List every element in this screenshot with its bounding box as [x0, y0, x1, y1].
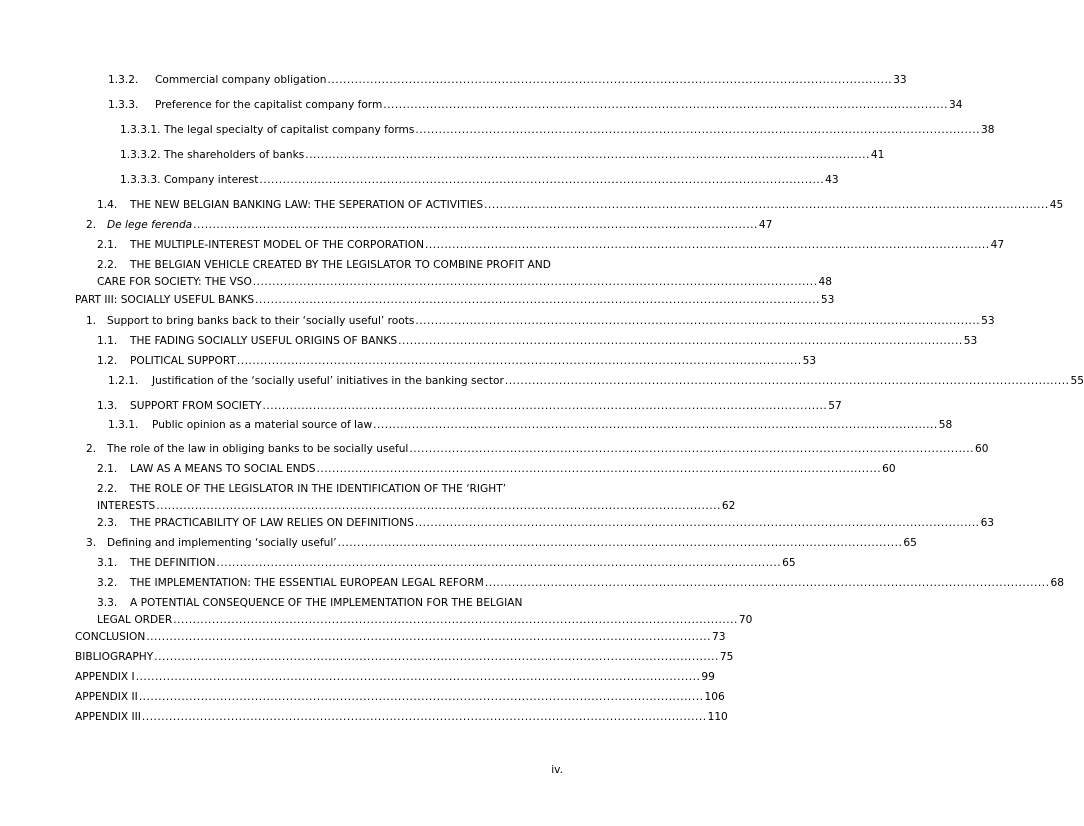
toc-leader: .................................................................................................................................................. — [262, 400, 828, 412]
toc-entry[interactable] — [108, 417, 953, 434]
toc-title: THE NEW BELGIAN BANKING LAW: THE SEPERATION OF ACTIVITIES — [130, 199, 484, 211]
toc-entry[interactable] — [97, 515, 995, 532]
toc-leader: .................................................................................................................................................. — [409, 443, 975, 455]
toc-number: 2.2. — [97, 259, 118, 271]
toc-title: CONCLUSION — [75, 631, 146, 643]
toc-title: APPENDIX III — [75, 711, 141, 723]
toc-entry[interactable] — [97, 481, 736, 515]
toc-page-number: 73 — [711, 631, 726, 643]
toc-leader: .................................................................................................................................................. — [135, 671, 701, 683]
toc-title: THE FADING SOCIALLY USEFUL ORIGINS OF BANKS — [130, 335, 398, 347]
toc-number: 3.3. — [97, 597, 118, 609]
toc-entry[interactable] — [75, 709, 728, 726]
toc-page-number: 60 — [882, 463, 896, 475]
toc-entry[interactable] — [75, 629, 726, 646]
toc-page-number: 53 — [981, 315, 995, 327]
toc-page-number: 65 — [782, 557, 796, 569]
toc-page-number: 60 — [975, 443, 989, 455]
toc-entry[interactable] — [86, 441, 989, 458]
toc-title: THE DEFINITION — [130, 557, 216, 569]
toc-title: THE PRACTICABILITY OF LAW RELIES ON DEFINITIONS — [130, 517, 414, 529]
toc-page-number: 53 — [963, 335, 978, 347]
toc-leader: .................................................................................................................................................. — [327, 74, 893, 86]
toc-number: 2. — [86, 443, 97, 455]
toc-title: PART III: SOCIALLY USEFUL BANKS — [75, 294, 255, 306]
toc-entry[interactable] — [97, 353, 817, 370]
toc-entry[interactable] — [97, 595, 753, 629]
toc-entry[interactable] — [120, 172, 839, 189]
toc-number: 2.2. — [97, 483, 118, 495]
toc-leader: .................................................................................................................................................. — [173, 614, 738, 626]
toc-entry[interactable] — [97, 398, 842, 415]
toc-leader: .................................................................................................................................................. — [414, 517, 980, 529]
toc-entry[interactable] — [97, 555, 796, 572]
toc-entry[interactable] — [86, 535, 917, 552]
toc-number: 1.3.3.3. — [120, 174, 161, 186]
toc-leader: .................................................................................................................................................. — [156, 500, 721, 512]
toc-entry[interactable] — [75, 649, 734, 666]
toc-number: 2. — [86, 219, 97, 231]
toc-number: 1.3.2. — [108, 74, 139, 86]
toc-title-continued: LEGAL ORDER — [97, 614, 173, 626]
toc-page-number: 34 — [948, 99, 963, 111]
toc-title: BIBLIOGRAPHY — [75, 651, 154, 663]
toc-title: The role of the law in obliging banks to be socially useful — [107, 443, 409, 455]
toc-number: 3. — [86, 537, 97, 549]
toc-page-number: 75 — [719, 651, 734, 663]
toc-page-number: 33 — [893, 74, 907, 86]
toc-leader: .................................................................................................................................................. — [154, 651, 719, 663]
toc-page-number: 70 — [738, 614, 753, 626]
toc-leader: .................................................................................................................................................. — [337, 537, 903, 549]
toc-page-number: 53 — [820, 294, 835, 306]
toc-leader: .................................................................................................................................................. — [415, 124, 981, 136]
toc-title: Justification of the ‘socially useful’ initiatives in the banking sector — [152, 375, 504, 387]
toc-entry[interactable] — [97, 237, 1005, 254]
toc-page-number: 47 — [758, 219, 773, 231]
toc-leader: .................................................................................................................................................. — [216, 557, 782, 569]
toc-title: APPENDIX I — [75, 671, 135, 683]
toc-page-number: 110 — [707, 711, 728, 723]
toc-title: LAW AS A MEANS TO SOCIAL ENDS — [130, 463, 316, 475]
toc-entry[interactable] — [97, 575, 1064, 592]
toc-entry[interactable] — [108, 373, 1084, 390]
toc-page-number: 53 — [802, 355, 817, 367]
toc-page-number: 106 — [704, 691, 725, 703]
toc-entry[interactable] — [97, 461, 896, 478]
toc-title: THE MULTIPLE-INTEREST MODEL OF THE CORPORATION — [130, 239, 425, 251]
toc-page-number: 58 — [938, 419, 953, 431]
toc-leader: .................................................................................................................................................. — [425, 239, 990, 251]
toc-leader: .................................................................................................................................................. — [398, 335, 963, 347]
toc-page-number: 65 — [903, 537, 917, 549]
toc-title: Public opinion as a material source of law — [152, 419, 373, 431]
toc-title: Company interest — [164, 174, 259, 186]
toc-title: The shareholders of banks — [164, 149, 305, 161]
toc-number: 1.3.1. — [108, 419, 139, 431]
toc-page-number: 57 — [828, 400, 842, 412]
toc-number: 1.1. — [97, 335, 118, 347]
toc-leader: .................................................................................................................................................. — [373, 419, 938, 431]
toc-page-number: 45 — [1049, 199, 1064, 211]
toc-page-number: 41 — [870, 149, 885, 161]
toc-number: 1.4. — [97, 199, 118, 211]
toc-title: THE IMPLEMENTATION: THE ESSENTIAL EUROPEAN LEGAL REFORM — [130, 577, 484, 589]
toc-page-number: 62 — [721, 500, 736, 512]
toc-number: 1.3.3. — [108, 99, 139, 111]
toc-leader: .................................................................................................................................................. — [236, 355, 802, 367]
toc-title-continued: INTERESTS — [97, 500, 156, 512]
toc-entry[interactable] — [97, 197, 1064, 214]
page-footer-number: iv. — [551, 764, 563, 776]
toc-leader: .................................................................................................................................................. — [484, 577, 1050, 589]
toc-title: The legal specialty of capitalist company forms — [164, 124, 415, 136]
toc-entry[interactable] — [120, 122, 995, 139]
toc-leader: .................................................................................................................................................. — [484, 199, 1049, 211]
toc-title: SUPPORT FROM SOCIETY — [130, 400, 262, 412]
toc-entry[interactable] — [108, 72, 907, 89]
toc-leader: .................................................................................................................................................. — [138, 691, 704, 703]
toc-entry[interactable] — [75, 292, 835, 309]
toc-page-number: 38 — [981, 124, 995, 136]
toc-number: 3.2. — [97, 577, 118, 589]
toc-number: 3.1. — [97, 557, 118, 569]
toc-page-number: 43 — [825, 174, 839, 186]
toc-title: POLITICAL SUPPORT — [130, 355, 236, 367]
toc-leader: .................................................................................................................................................. — [252, 276, 818, 288]
toc-number: 2.3. — [97, 517, 118, 529]
toc-leader: .................................................................................................................................................. — [193, 219, 758, 231]
toc-number: 1.3.3.2. — [120, 149, 161, 161]
toc-title: Support to bring banks back to their ‘socially useful’ roots — [107, 315, 415, 327]
toc-leader: .................................................................................................................................................. — [141, 711, 707, 723]
toc-leader: .................................................................................................................................................. — [316, 463, 882, 475]
toc-page-number: 48 — [818, 276, 832, 288]
toc-page-number: 99 — [701, 671, 715, 683]
toc-entry[interactable] — [120, 147, 885, 164]
toc-page-number: 47 — [990, 239, 1005, 251]
toc-entry[interactable] — [75, 689, 725, 706]
toc-entry[interactable] — [97, 333, 978, 350]
toc-title: APPENDIX II — [75, 691, 138, 703]
toc-title: THE ROLE OF THE LEGISLATOR IN THE IDENTIFICATION OF THE ‘RIGHT’ — [130, 483, 507, 495]
toc-title: Commercial company obligation — [155, 74, 327, 86]
toc-leader: .................................................................................................................................................. — [146, 631, 711, 643]
toc-leader: .................................................................................................................................................. — [259, 174, 825, 186]
toc-page-number: 55 — [1070, 375, 1084, 387]
toc-number: 2.1. — [97, 239, 118, 251]
toc-leader: .................................................................................................................................................. — [305, 149, 870, 161]
toc-title: De lege ferenda — [107, 219, 193, 231]
toc-entry[interactable] — [75, 669, 715, 686]
toc-leader: .................................................................................................................................................. — [383, 99, 948, 111]
toc-page-number: 63 — [980, 517, 995, 529]
toc-title: Defining and implementing ‘socially useful’ — [107, 537, 337, 549]
toc-leader: .................................................................................................................................................. — [504, 375, 1070, 387]
toc-leader: .................................................................................................................................................. — [415, 315, 981, 327]
toc-title-continued: CARE FOR SOCIETY: THE VSO — [97, 276, 252, 288]
toc-number: 1.3.3.1. — [120, 124, 161, 136]
toc-number: 1.3. — [97, 400, 118, 412]
toc-entry[interactable] — [86, 313, 995, 330]
toc-title: Preference for the capitalist company form — [155, 99, 383, 111]
toc-leader: .................................................................................................................................................. — [255, 294, 820, 306]
toc-entry[interactable] — [108, 97, 963, 114]
toc-title: A POTENTIAL CONSEQUENCE OF THE IMPLEMENTATION FOR THE BELGIAN — [130, 597, 523, 609]
toc-title: THE BELGIAN VEHICLE CREATED BY THE LEGISLATOR TO COMBINE PROFIT AND — [130, 259, 551, 271]
toc-number: 1. — [86, 315, 97, 327]
toc-page-number: 68 — [1050, 577, 1064, 589]
toc-number: 1.2.1. — [108, 375, 139, 387]
toc-number: 2.1. — [97, 463, 118, 475]
toc-entry[interactable] — [86, 217, 773, 234]
toc-entry[interactable] — [97, 257, 832, 291]
toc-number: 1.2. — [97, 355, 118, 367]
